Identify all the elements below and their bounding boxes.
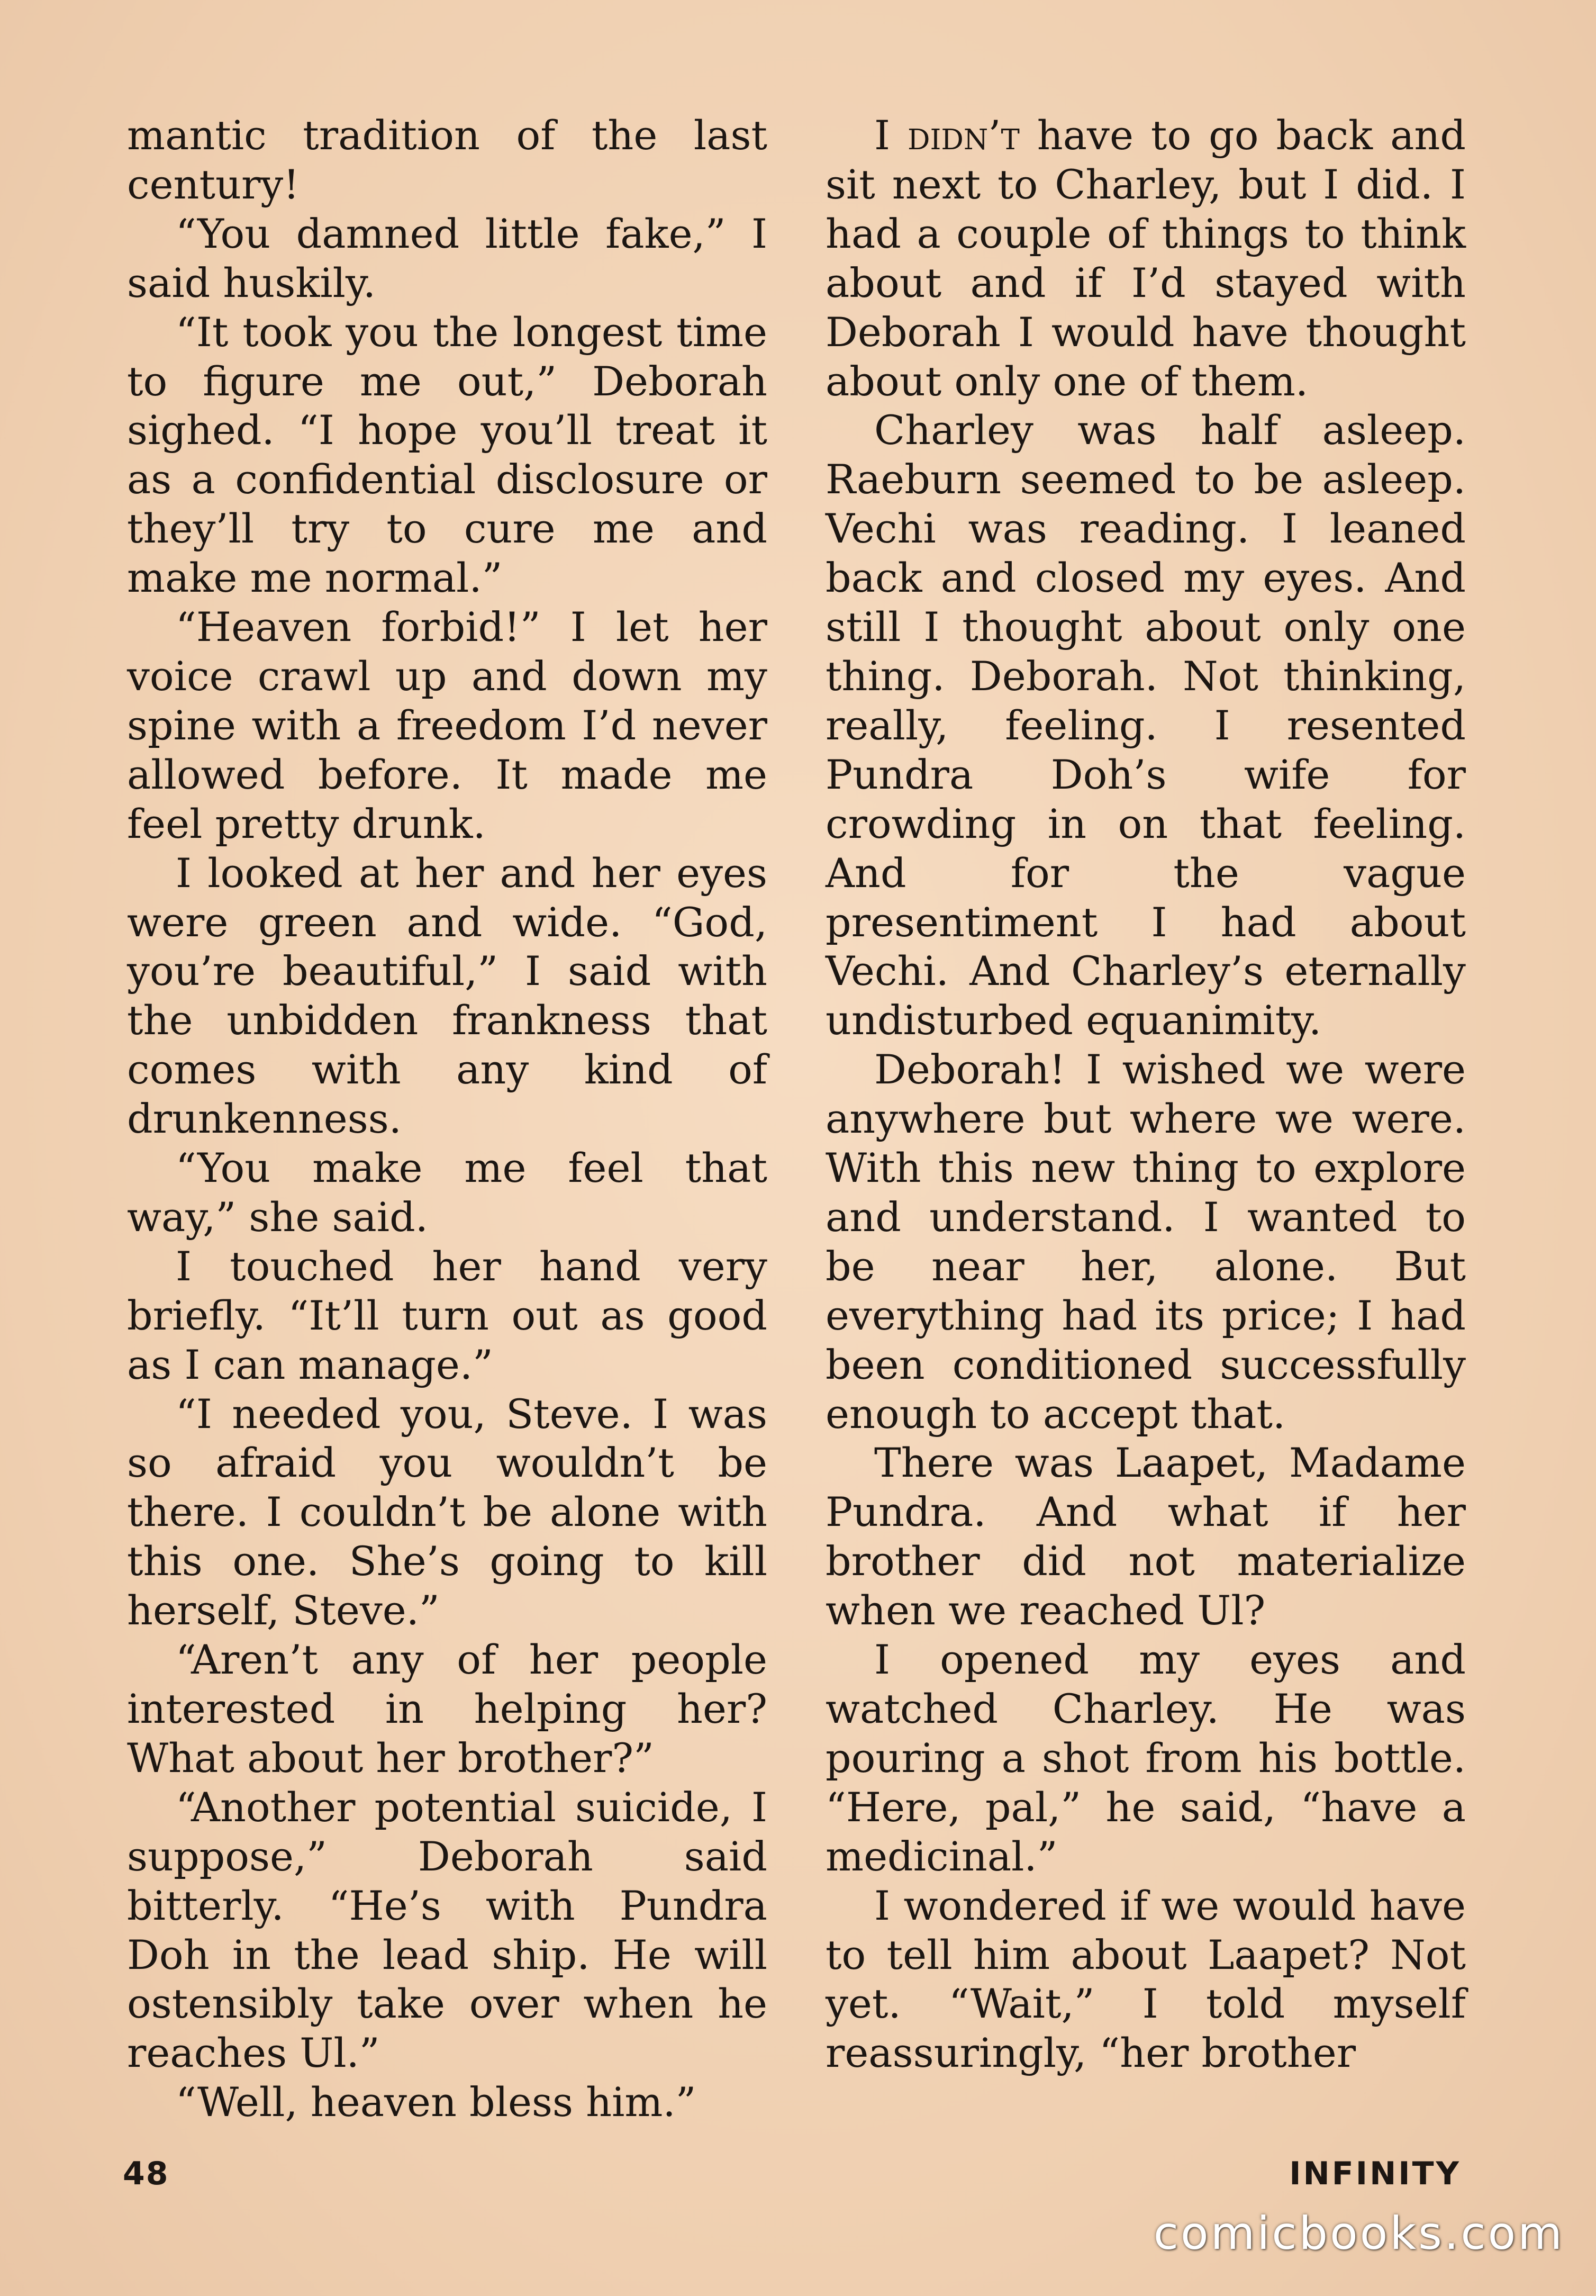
paragraph: There was Laapet, Madame Pundra. And what if her brother did not materialize when we reached Ul? xyxy=(826,1439,1466,1634)
page-number: 48 xyxy=(123,2155,169,2192)
paragraph: I wondered if we would have to tell him about Laapet? Not yet. “Wait,” I told myself reassuringly, “her brother xyxy=(826,1882,1466,2077)
opening-paragraph-text: have to go back and sit next to Charley, but I did. I had a couple of things to think about and if I’d stayed with Deborah I would have thought about only one of them. xyxy=(826,112,1466,405)
paragraph: “Another potential suicide, I suppose,” Deborah said bitterly. “He’s with Pundra Doh in the lead ship. He will ostensibly take over when he reaches Ul.” xyxy=(127,1783,767,2077)
paragraph: Charley was half asleep. Raeburn seemed to be asleep. Vechi was reading. I leaned back and closed my eyes. And still I thought about only one thing. Deborah. Not thinking, really, feeling. I resented Pundra Doh’s wife for crowding in on that feeling. And for the vague presentiment I had about Vechi. And Charley’s eternally undisturbed equanimity. xyxy=(826,406,1466,1044)
paragraph: Deborah! I wished we were anywhere but where we were. With this new thing to explore and understand. I wanted to be near her, alone. But everything had its price; I had been conditioned successfully enough to accept that. xyxy=(826,1046,1466,1438)
paragraph: “Well, heaven bless him.” xyxy=(176,2078,696,2126)
paragraph: mantic tradition of the last century! xyxy=(127,112,767,208)
paragraph: “You damned little fake,” I said huskily. xyxy=(127,210,767,306)
magazine-title: INFINITY xyxy=(1289,2155,1461,2192)
paragraph: I looked at her and her eyes were green and wide. “God, you’re beautiful,” I said with the unbidden frankness that comes with any kind of drunkenness. xyxy=(127,849,767,1143)
paragraph: “I needed you, Steve. I was so afraid you wouldn’t be there. I couldn’t be alone with this one. She’s going to kill herself, Steve.” xyxy=(127,1390,767,1634)
paragraph: I touched her hand very briefly. “It’ll turn out as good as I can manage.” xyxy=(127,1242,767,1388)
paragraph: “You make me feel that way,” she said. xyxy=(127,1144,767,1241)
lead-in-small-caps: I didn’t xyxy=(874,112,1020,159)
paragraph: “Aren’t any of her people interested in helping her? What about her brother?” xyxy=(127,1636,767,1782)
opening-paragraph xyxy=(826,111,1466,406)
right-text-column xyxy=(826,111,1466,2078)
paragraph: “It took you the longest time to figure me out,” Deborah sighed. “I hope you’ll treat it as a confidential disclosure or they’ll try to cure me and make me normal.” xyxy=(127,308,767,602)
left-text-column xyxy=(127,111,767,2127)
paragraph: “Heaven forbid!” I let her voice crawl up and down my spine with a freedom I’d never allowed before. It made me feel pretty drunk. xyxy=(127,603,767,847)
paragraph: I opened my eyes and watched Charley. He was pouring a shot from his bottle. “Here, pal,” he said, “have a medicinal.” xyxy=(826,1636,1466,1880)
site-watermark: comicbooks.com xyxy=(1153,2207,1564,2260)
